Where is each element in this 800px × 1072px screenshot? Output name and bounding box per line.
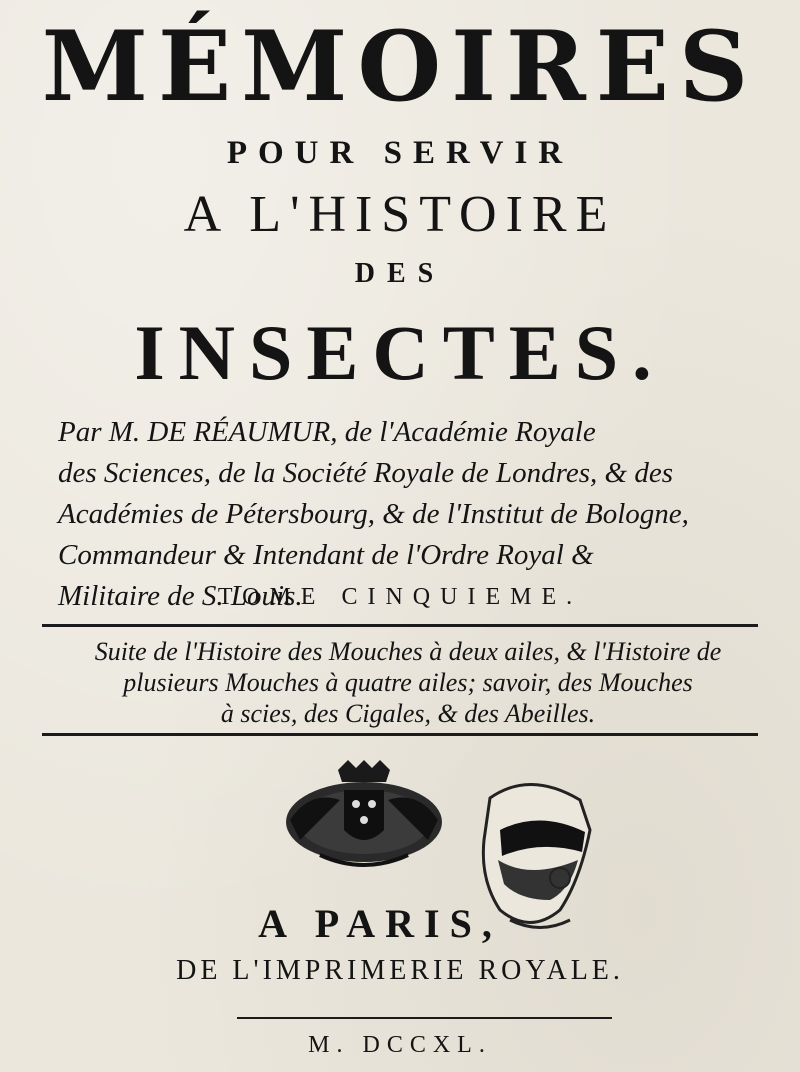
contents-line: à scies, des Cigales, & des Abeilles.	[220, 699, 596, 728]
printer-name: DE L'IMPRIMERIE ROYALE.	[176, 955, 624, 986]
subject-title: INSECTES.	[134, 309, 666, 396]
bottom-rule	[42, 733, 758, 736]
title-line-pour-servir: POUR SERVIR	[226, 135, 574, 171]
title-line-a-lhistoire: A L'HISTOIRE	[183, 186, 617, 243]
author-line: Par M. DE RÉAUMUR, de l'Académie Royale	[58, 416, 596, 448]
royal-arms-vignette-icon	[286, 760, 442, 865]
author-line: Commandeur & Intendant de l'Ordre Royal &	[58, 539, 594, 571]
imprint-rule	[237, 1017, 612, 1019]
main-title: MÉMOIRES	[41, 10, 759, 123]
contents-line: Suite de l'Histoire des Mouches à deux ailes, & l'Histoire de	[94, 637, 722, 666]
contents-summary	[58, 636, 758, 729]
author-line: Militaire de S. Louis.	[58, 580, 303, 612]
place-of-publication: A PARIS,	[258, 901, 502, 946]
title-line-des: DES	[354, 258, 446, 289]
author-line: Académies de Pétersbourg, & de l'Institut de Bologne,	[58, 498, 689, 530]
volume-label: TOME CINQUIEME.	[217, 584, 583, 610]
author-line: des Sciences, de la Société Royale de Londres, & des	[58, 457, 673, 489]
contents-line: plusieurs Mouches à quatre ailes; savoir, des Mouches	[123, 668, 693, 697]
top-rule	[42, 624, 758, 627]
publication-date: M. DCCXL.	[308, 1032, 492, 1058]
